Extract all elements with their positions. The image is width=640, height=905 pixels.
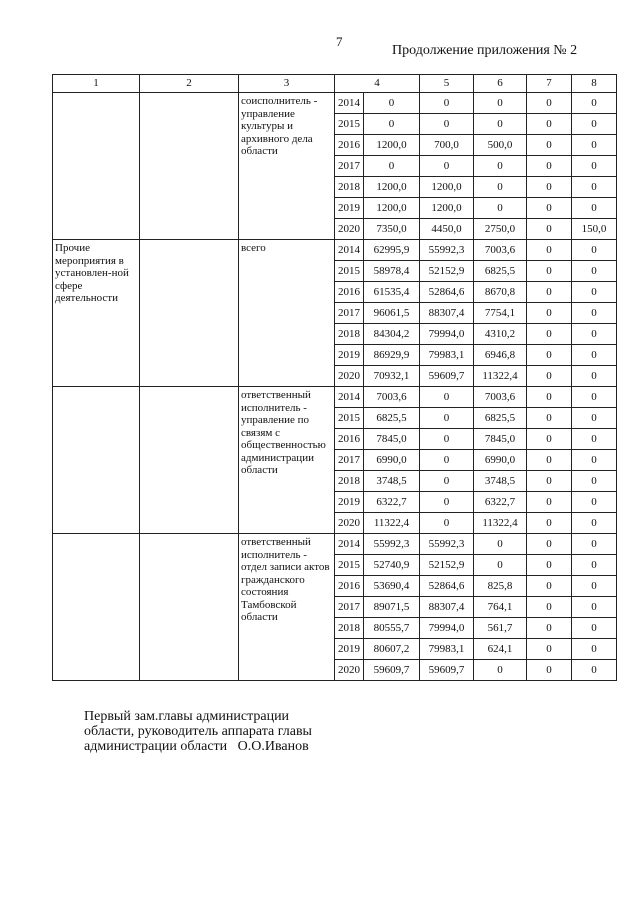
value-cell-c5: 700,0: [420, 135, 474, 156]
column-header: 2: [140, 75, 239, 93]
signature-position: администрации области: [84, 739, 228, 754]
value-cell-c5: 79994,0: [420, 324, 474, 345]
year-cell: 2016: [335, 282, 364, 303]
value-cell-c7: 0: [527, 345, 572, 366]
value-cell-c4: 58978,4: [364, 261, 420, 282]
value-cell-c8: 0: [572, 345, 617, 366]
value-cell-c5: 52864,6: [420, 282, 474, 303]
value-cell-c7: 0: [527, 639, 572, 660]
page-number: 7: [336, 34, 343, 49]
value-cell-c4: 96061,5: [364, 303, 420, 324]
value-cell-c5: 59609,7: [420, 660, 474, 681]
value-cell-c4: 1200,0: [364, 177, 420, 198]
value-cell-c8: 0: [572, 198, 617, 219]
column-header: 4: [335, 75, 420, 93]
value-cell-c8: 0: [572, 639, 617, 660]
group-col3-cell: соисполнитель - управление культуры и архивного дела области: [239, 93, 335, 240]
year-cell: 2018: [335, 177, 364, 198]
value-cell-c7: 0: [527, 135, 572, 156]
year-cell: 2017: [335, 303, 364, 324]
value-cell-c5: 1200,0: [420, 198, 474, 219]
value-cell-c8: 0: [572, 366, 617, 387]
year-cell: 2019: [335, 639, 364, 660]
year-cell: 2015: [335, 114, 364, 135]
value-cell-c6: 6946,8: [474, 345, 527, 366]
value-cell-c7: 0: [527, 408, 572, 429]
group-col1-cell: [53, 534, 140, 681]
value-cell-c5: 0: [420, 387, 474, 408]
value-cell-c4: 1200,0: [364, 135, 420, 156]
value-cell-c5: 0: [420, 492, 474, 513]
signature-block: [84, 709, 312, 754]
year-cell: 2016: [335, 135, 364, 156]
value-cell-c4: 0: [364, 156, 420, 177]
value-cell-c4: 62995,9: [364, 240, 420, 261]
column-header: 7: [527, 75, 572, 93]
year-cell: 2020: [335, 366, 364, 387]
year-cell: 2016: [335, 429, 364, 450]
value-cell-c4: 3748,5: [364, 471, 420, 492]
column-header: 1: [53, 75, 140, 93]
value-cell-c7: 0: [527, 156, 572, 177]
value-cell-c8: 0: [572, 513, 617, 534]
value-cell-c7: 0: [527, 198, 572, 219]
value-cell-c6: 6825,5: [474, 408, 527, 429]
value-cell-c4: 0: [364, 114, 420, 135]
value-cell-c7: 0: [527, 240, 572, 261]
year-cell: 2014: [335, 240, 364, 261]
value-cell-c6: 6825,5: [474, 261, 527, 282]
value-cell-c7: 0: [527, 366, 572, 387]
value-cell-c6: 500,0: [474, 135, 527, 156]
value-cell-c6: 0: [474, 198, 527, 219]
group-col2-cell: [140, 534, 239, 681]
value-cell-c5: 59609,7: [420, 366, 474, 387]
value-cell-c6: 3748,5: [474, 471, 527, 492]
value-cell-c4: 53690,4: [364, 576, 420, 597]
value-cell-c5: 52864,6: [420, 576, 474, 597]
value-cell-c6: 2750,0: [474, 219, 527, 240]
value-cell-c5: 55992,3: [420, 240, 474, 261]
value-cell-c4: 6825,5: [364, 408, 420, 429]
column-header: 5: [420, 75, 474, 93]
value-cell-c4: 59609,7: [364, 660, 420, 681]
value-cell-c4: 89071,5: [364, 597, 420, 618]
value-cell-c5: 52152,9: [420, 555, 474, 576]
value-cell-c5: 0: [420, 471, 474, 492]
value-cell-c6: 7754,1: [474, 303, 527, 324]
value-cell-c5: 0: [420, 429, 474, 450]
value-cell-c5: 0: [420, 93, 474, 114]
value-cell-c6: 825,8: [474, 576, 527, 597]
value-cell-c7: 0: [527, 114, 572, 135]
signature-line: [84, 739, 312, 754]
value-cell-c6: 6322,7: [474, 492, 527, 513]
value-cell-c6: 0: [474, 534, 527, 555]
value-cell-c8: 150,0: [572, 219, 617, 240]
value-cell-c5: 0: [420, 114, 474, 135]
value-cell-c7: 0: [527, 660, 572, 681]
value-cell-c8: 0: [572, 555, 617, 576]
value-cell-c4: 86929,9: [364, 345, 420, 366]
value-cell-c6: 0: [474, 114, 527, 135]
year-cell: 2014: [335, 93, 364, 114]
year-cell: 2017: [335, 450, 364, 471]
group-col1-cell: [53, 387, 140, 534]
value-cell-c7: 0: [527, 387, 572, 408]
value-cell-c4: 7845,0: [364, 429, 420, 450]
group-col3-cell: ответственный исполнитель - отдел записи актов гражданского состояния Тамбовской области: [239, 534, 335, 681]
group-col3-cell: всего: [239, 240, 335, 387]
value-cell-c6: 0: [474, 555, 527, 576]
value-cell-c7: 0: [527, 492, 572, 513]
value-cell-c5: 79983,1: [420, 345, 474, 366]
value-cell-c4: 6322,7: [364, 492, 420, 513]
value-cell-c5: 4450,0: [420, 219, 474, 240]
group-col1-cell: [53, 93, 140, 240]
value-cell-c4: 7003,6: [364, 387, 420, 408]
value-cell-c8: 0: [572, 282, 617, 303]
table-row: [53, 387, 617, 408]
year-cell: 2018: [335, 471, 364, 492]
value-cell-c4: 55992,3: [364, 534, 420, 555]
column-header: 6: [474, 75, 527, 93]
value-cell-c6: 11322,4: [474, 513, 527, 534]
value-cell-c4: 7350,0: [364, 219, 420, 240]
year-cell: 2020: [335, 219, 364, 240]
table-row: [53, 93, 617, 114]
value-cell-c5: 88307,4: [420, 597, 474, 618]
value-cell-c7: 0: [527, 282, 572, 303]
value-cell-c8: 0: [572, 324, 617, 345]
year-cell: 2017: [335, 597, 364, 618]
year-cell: 2015: [335, 261, 364, 282]
value-cell-c4: 80555,7: [364, 618, 420, 639]
value-cell-c6: 8670,8: [474, 282, 527, 303]
value-cell-c8: 0: [572, 408, 617, 429]
table-row: [53, 534, 617, 555]
value-cell-c7: 0: [527, 450, 572, 471]
year-cell: 2016: [335, 576, 364, 597]
value-cell-c8: 0: [572, 450, 617, 471]
group-col1-cell: Прочие мероприятия в установлен-ной сфере деятельности: [53, 240, 140, 387]
column-header: 3: [239, 75, 335, 93]
year-cell: 2019: [335, 345, 364, 366]
year-cell: 2014: [335, 534, 364, 555]
column-header: 8: [572, 75, 617, 93]
value-cell-c8: 0: [572, 471, 617, 492]
value-cell-c8: 0: [572, 93, 617, 114]
year-cell: 2019: [335, 198, 364, 219]
value-cell-c8: 0: [572, 303, 617, 324]
year-cell: 2015: [335, 408, 364, 429]
value-cell-c8: 0: [572, 576, 617, 597]
value-cell-c5: 79983,1: [420, 639, 474, 660]
value-cell-c7: 0: [527, 324, 572, 345]
year-cell: 2018: [335, 618, 364, 639]
value-cell-c6: 7845,0: [474, 429, 527, 450]
value-cell-c8: 0: [572, 387, 617, 408]
value-cell-c5: 0: [420, 450, 474, 471]
group-col2-cell: [140, 240, 239, 387]
value-cell-c6: 4310,2: [474, 324, 527, 345]
value-cell-c7: 0: [527, 576, 572, 597]
value-cell-c5: 52152,9: [420, 261, 474, 282]
value-cell-c6: 0: [474, 156, 527, 177]
value-cell-c5: 88307,4: [420, 303, 474, 324]
value-cell-c7: 0: [527, 219, 572, 240]
header-row: [53, 75, 617, 93]
budget-table: [52, 74, 617, 681]
value-cell-c8: 0: [572, 156, 617, 177]
table-row: [53, 240, 617, 261]
group-col3-cell: ответственный исполнитель - управление по связям с общественностью администрации области: [239, 387, 335, 534]
value-cell-c5: 1200,0: [420, 177, 474, 198]
value-cell-c7: 0: [527, 471, 572, 492]
value-cell-c7: 0: [527, 618, 572, 639]
value-cell-c4: 61535,4: [364, 282, 420, 303]
value-cell-c7: 0: [527, 261, 572, 282]
year-cell: 2020: [335, 660, 364, 681]
year-cell: 2017: [335, 156, 364, 177]
value-cell-c4: 70932,1: [364, 366, 420, 387]
value-cell-c6: 624,1: [474, 639, 527, 660]
value-cell-c4: 0: [364, 93, 420, 114]
value-cell-c8: 0: [572, 660, 617, 681]
year-cell: 2019: [335, 492, 364, 513]
value-cell-c7: 0: [527, 177, 572, 198]
value-cell-c7: 0: [527, 555, 572, 576]
value-cell-c4: 6990,0: [364, 450, 420, 471]
value-cell-c6: 11322,4: [474, 366, 527, 387]
value-cell-c7: 0: [527, 534, 572, 555]
value-cell-c6: 764,1: [474, 597, 527, 618]
value-cell-c5: 79994,0: [420, 618, 474, 639]
value-cell-c7: 0: [527, 93, 572, 114]
value-cell-c7: 0: [527, 597, 572, 618]
value-cell-c8: 0: [572, 135, 617, 156]
value-cell-c4: 84304,2: [364, 324, 420, 345]
value-cell-c4: 52740,9: [364, 555, 420, 576]
year-cell: 2018: [335, 324, 364, 345]
year-cell: 2020: [335, 513, 364, 534]
value-cell-c4: 80607,2: [364, 639, 420, 660]
group-col2-cell: [140, 93, 239, 240]
value-cell-c8: 0: [572, 114, 617, 135]
signature-line: Первый зам.главы администрации: [84, 709, 290, 724]
value-cell-c8: 0: [572, 177, 617, 198]
value-cell-c8: 0: [572, 492, 617, 513]
value-cell-c6: 561,7: [474, 618, 527, 639]
value-cell-c8: 0: [572, 429, 617, 450]
value-cell-c5: 0: [420, 156, 474, 177]
value-cell-c5: 55992,3: [420, 534, 474, 555]
value-cell-c4: 11322,4: [364, 513, 420, 534]
value-cell-c6: 7003,6: [474, 387, 527, 408]
value-cell-c6: 6990,0: [474, 450, 527, 471]
value-cell-c6: 0: [474, 660, 527, 681]
group-col2-cell: [140, 387, 239, 534]
year-cell: 2014: [335, 387, 364, 408]
value-cell-c5: 0: [420, 513, 474, 534]
value-cell-c5: 0: [420, 408, 474, 429]
value-cell-c4: 1200,0: [364, 198, 420, 219]
appendix-title: Продолжение приложения № 2: [392, 43, 578, 58]
value-cell-c6: 7003,6: [474, 240, 527, 261]
value-cell-c6: 0: [474, 93, 527, 114]
value-cell-c7: 0: [527, 513, 572, 534]
value-cell-c7: 0: [527, 429, 572, 450]
value-cell-c7: 0: [527, 303, 572, 324]
signature-line: области, руководитель аппарата главы: [84, 724, 312, 739]
value-cell-c8: 0: [572, 618, 617, 639]
value-cell-c8: 0: [572, 597, 617, 618]
value-cell-c8: 0: [572, 240, 617, 261]
value-cell-c8: 0: [572, 534, 617, 555]
signature-name: О.О.Иванов: [237, 739, 309, 754]
value-cell-c8: 0: [572, 261, 617, 282]
value-cell-c6: 0: [474, 177, 527, 198]
year-cell: 2015: [335, 555, 364, 576]
